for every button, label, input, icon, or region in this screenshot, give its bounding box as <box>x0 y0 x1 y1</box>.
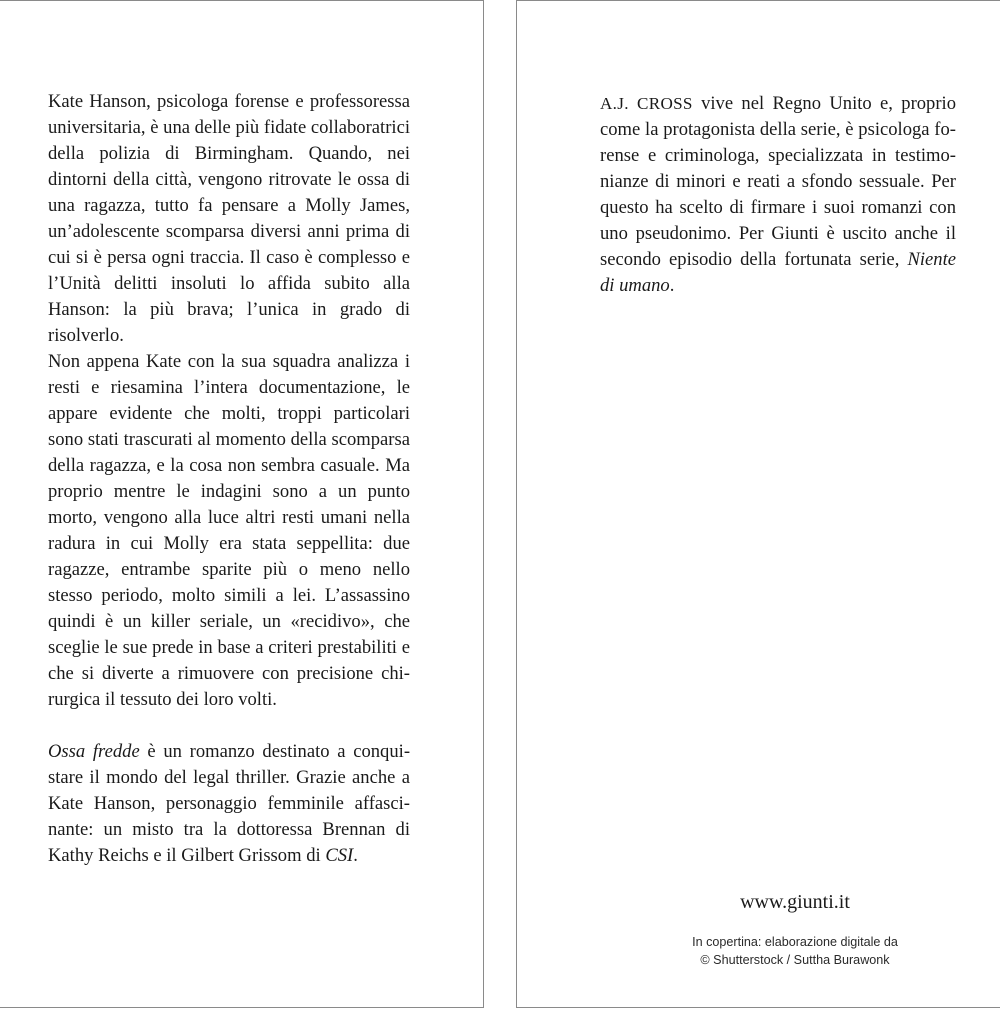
paragraph-gap <box>48 713 410 739</box>
back-flap-left <box>0 0 484 1008</box>
synopsis-paragraph-3-text: è un romanzo destinato a conquistare il mondo del legal thriller. Grazie anche a Kate Hanson, personaggio femminile affascinante: un misto tra la dottoressa Brennan di Kathy Reichs e il Gilbert Grissom di <box>48 741 411 866</box>
synopsis-column <box>48 89 410 869</box>
synopsis-paragraph-1: Kate Hanson, psicologa forense e professoressa universitaria, è una delle più fidate collaboratrici della polizia di Birmingham. Quando, nei dintorni della città, vengono ritrovate le ossa di una ragazza, tutto fa pensare a Molly James, un’adolescente scomparsa diversi anni prima di cui si è persa ogni traccia. Il caso è complesso e l’Unità delitti insoluti lo affida subito alla Hanson: la più brava; l’unica in grado di risolverlo. <box>48 91 410 346</box>
back-flap-right <box>516 0 1000 1008</box>
book-title-niente-di-umano: Niente di umano <box>600 249 956 296</box>
author-bio-end: . <box>669 275 675 296</box>
author-name: A.J. CROSS <box>600 94 693 113</box>
author-bio-text: vive nel Regno Unito e, proprio come la protagonista della serie, è psicologa forense e criminologa, specializzata in testimonianze di minori e reati a sfondo sessuale. Per questo ha scelto di firmare i suoi romanzi con uno pseudonimo. Per Giunti è uscito anche il secondo episodio della fortunata serie, <box>600 93 957 270</box>
author-bio-column <box>600 91 956 299</box>
book-title-ossa-fredde: Ossa fredde <box>48 741 140 762</box>
cover-credit-line-2: © Shutterstock / Suttha Burawonk <box>700 953 890 967</box>
cover-credits <box>617 933 973 969</box>
synopsis-paragraph-2: Non appena Kate con la sua squadra analizza i resti e riesamina l’intera documentazione, le appare evidente che molti, troppi particolari sono stati trascurati al momento della scomparsa della ragazza, e la cosa non sembra casuale. Ma proprio mentre le indagini sono a un punto morto, vengono alla luce altri resti umani nella radura in cui Molly era stata seppellita: due ragazze, entrambe sparite più o meno nello stesso periodo, molto simili a lei. L’assassino quindi è un killer seriale, un «recidivo», che sceglie le sue prede in base a criteri prestabiliti e che si diverte a rimuovere con precisione chirurgica il tessuto dei loro volti. <box>48 351 410 710</box>
cover-credit-line-1: In copertina: elaborazione digitale da <box>692 935 898 949</box>
publisher-website: www.giunti.it <box>740 891 850 913</box>
synopsis-paragraph-3-end: . <box>353 845 358 866</box>
csi-title: CSI <box>325 845 354 866</box>
synopsis-paragraph-3 <box>48 739 410 869</box>
author-bio <box>600 91 956 299</box>
